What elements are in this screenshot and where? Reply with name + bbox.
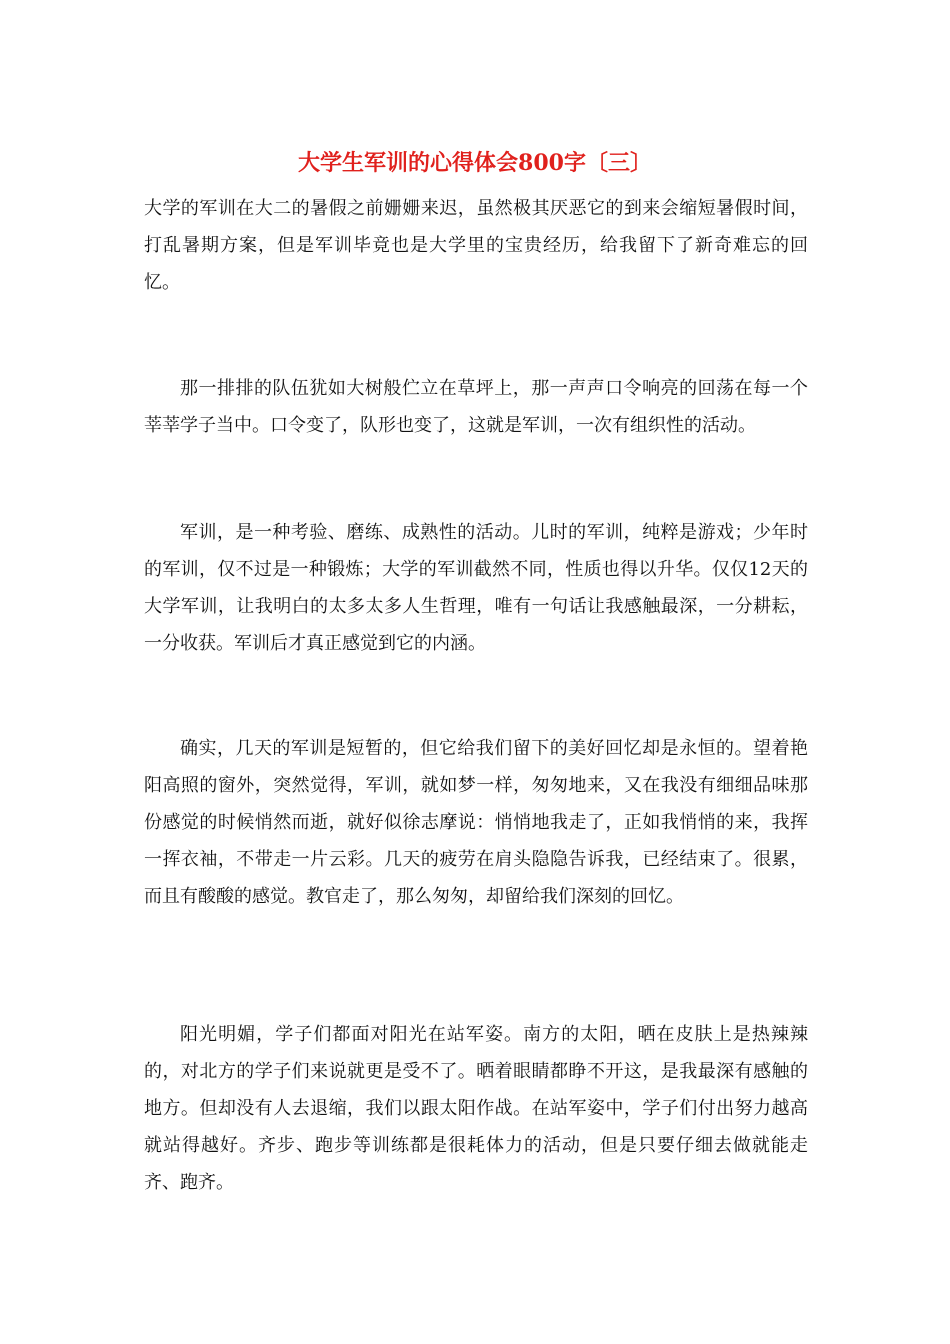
paragraph-5: 阳光明媚，学子们都面对阳光在站军姿。南方的太阳，晒在皮肤上是热辣辣的，对北方的学子们来说就更是受不了。晒着眼睛都睁不开这，是我最深有感触的地方。但却没有人去退缩，我们以跟太阳作战。在站军姿中，学子们付出努力越高就站得越好。齐步、跑步等训练都是很耗体力的活动，但是只要仔细去做就能走齐、跑齐。 xyxy=(144,1024,808,1193)
paragraph-4: 确实，几天的军训是短暂的，但它给我们留下的美好回忆却是永恒的。望着艳阳高照的窗外，突然觉得，军训，就如梦一样，匆匆地来，又在我没有细细品味那份感觉的时候悄然而逝，就好似徐志摩说：悄悄地我走了，正如我悄悄的来，我挥一挥衣袖，不带走一片云彩。几天的疲劳在肩头隐隐告诉我，已经结束了。很累，而且有酸酸的感觉。教官走了，那么匆匆，却留给我们深刻的回忆。 xyxy=(144,738,808,907)
paragraph-1: 大学的军训在大二的暑假之前姗姗来迟，虽然极其厌恶它的到来会缩短暑假时间，打乱暑期方案，但是军训毕竟也是大学里的宝贵经历，给我留下了新奇难忘的回忆。 xyxy=(144,198,808,293)
paragraph-2: 那一排排的队伍犹如大树般伫立在草坪上，那一声声口令响亮的回荡在每一个莘莘学子当中。口令变了，队形也变了，这就是军训，一次有组织性的活动。 xyxy=(144,378,808,436)
paragraph-3: 军训，是一种考验、磨练、成熟性的活动。儿时的军训，纯粹是游戏；少年时的军训，仅不过是一种锻炼；大学的军训截然不同，性质也得以升华。仅仅12天的大学军训，让我明白的太多太多人生哲理，唯有一句话让我感触最深，一分耕耘，一分收获。军训后才真正感觉到它的内涵。 xyxy=(144,522,808,654)
document-title: 大学生军训的心得体会800字〔三〕 xyxy=(298,150,652,176)
